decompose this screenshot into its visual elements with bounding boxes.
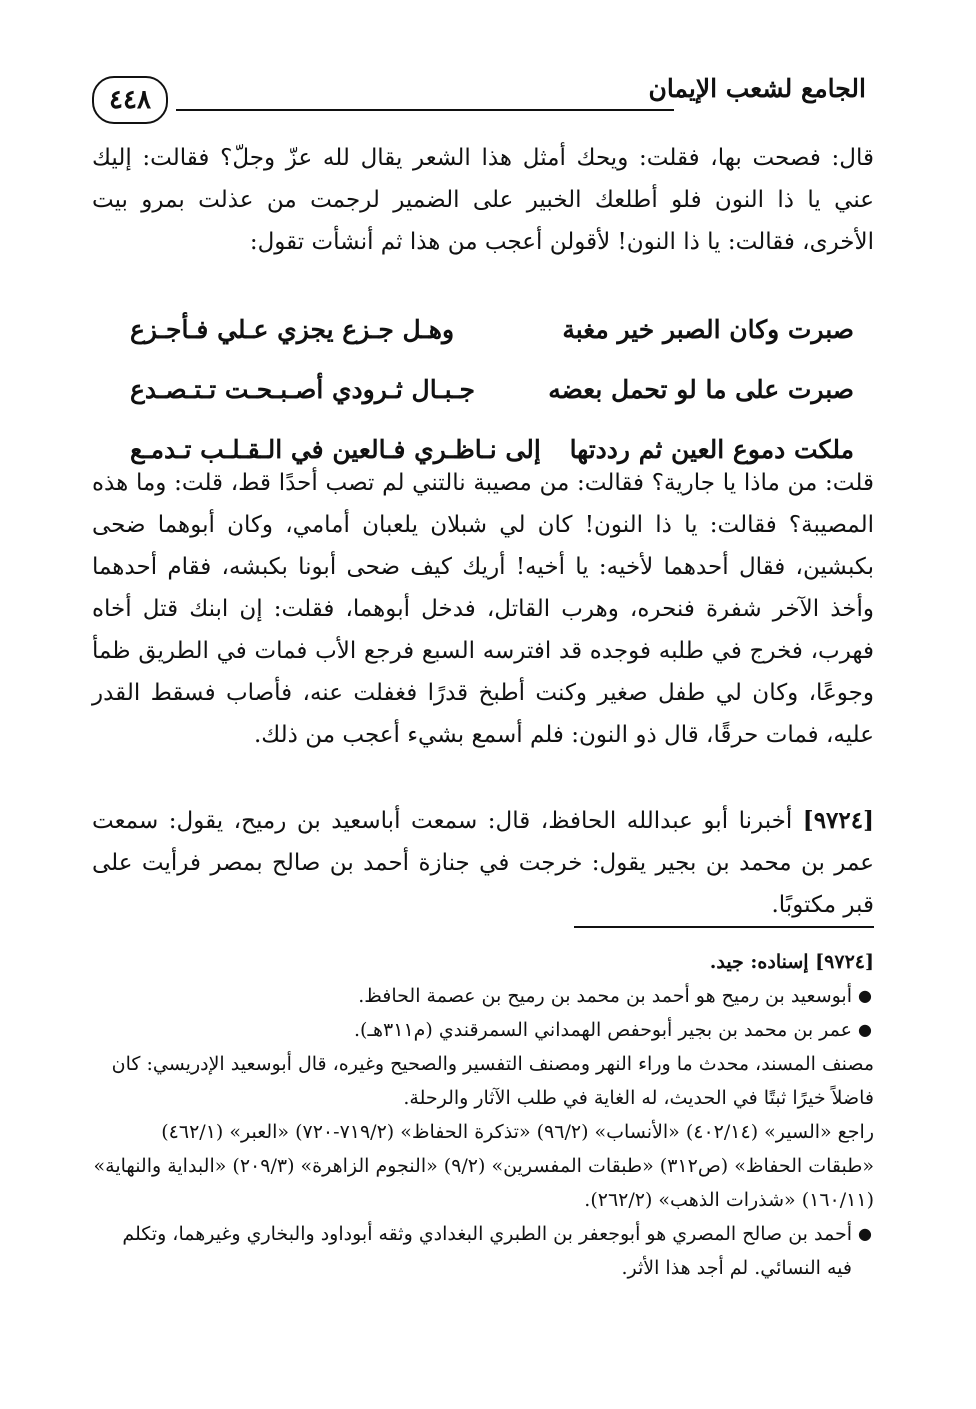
footnote-text: أبوسعيد بن رميح هو أحمد بن محمد بن رميح بن عصمة الحافظ. <box>358 985 852 1007</box>
verse-second-half: وهـل جـزع يجزي عـلي فـأجـزع <box>130 315 455 344</box>
verse-second-half: جـبـال ثـرودي أصـبـحـت تـتـصـدع <box>130 375 475 404</box>
poem-verse <box>130 300 854 360</box>
verse-first-half: ملكت دموع العين ثم رددتها <box>569 435 854 464</box>
running-title: الجامع لشعب الإيمان <box>648 74 866 103</box>
footnote-item <box>92 1217 874 1285</box>
page-number: ٤٤٨ <box>92 76 168 124</box>
verse-first-half: صبرت وكان الصبر خير مغبة <box>562 315 854 344</box>
header-rule <box>176 109 674 111</box>
verse-second-half: إلى نـاظـري فـالعين في الـقـلـب تـدمـع <box>130 435 541 464</box>
narration <box>92 800 874 926</box>
footnote-separator <box>574 926 874 928</box>
footnote-biography: مصنف المسند، محدث ما وراء النهر ومصنف التفسير والصحيح وغيره، قال أبوسعيد الإدريسي: كان فاضلاً خيرًا ثبتًا في الحديث، له الغاية في طلب الآثار والرحلة. <box>111 1053 874 1109</box>
narration-text: أخبرنا أبو عبدالله الحافظ، قال: سمعت أباسعيد بن رميح، يقول: سمعت عمر بن محمد بن بجير يقول: خرجت في جنازة أحمد بن صالح بمصر فرأيت على قبر مكتوبًا. <box>92 808 874 918</box>
bullet-icon: ● <box>858 1020 872 1039</box>
footnote-references: راجع «السير» (٤٠٢/١٤) «الأنساب» (٩٦/٢) «تذكرة الحفاظ» (٧١٩/٢-٧٢٠) «العبر» (٤٦٢/١) «طبقات الحفاظ» (ص٣١٢) «طبقات المفسرين» (٩/٢) «النجوم الزاهرة» (٢٠٩/٣) «البداية والنهاية» (١٦٠/١١) «شذرات الذهب» (٢٦٢/٢). <box>93 1121 874 1211</box>
verse-first-half: صبرت على ما لو تحمل بعضه <box>548 375 854 404</box>
poem-verse <box>130 360 854 420</box>
footnote-item <box>92 1013 874 1047</box>
narration-number: [٩٧٢٤] <box>802 807 874 834</box>
story-text: قلت: من ماذا يا جارية؟ فقالت: من مصيبة نالتني لم تصب أحدًا قط، قلت: وما هذه المصيبة؟ فقالت: يا ذا النون! كان لي شبلان يلعبان أمامي، وكان أبوهما ضحى بكبشين، فقال أحدهما لأخيه: يا أخيه! أريك كيف ضحى أبونا بكبشه، فقام أحدهما وأخذ الآخر شفرة فنحره، وهرب القاتل، فدخل أبوهما، فقلت: إن ابنك قتل أخاه فهرب، فخرج في طلبه فوجده قد افترسه السبع فرجع الأب فمات في الطريق ظمأ وجوعًا، وكان لي طفل صغير وكنت أطبخ قدرًا فغفلت عنه، فأصاب فسقط القدر عليه، فمات حرقًا، قال ذو النون: فلم أسمع بشيء أعجب من ذلك. <box>92 470 874 748</box>
intro-text: قال: فصحت بها، فقلت: ويحك أمثل هذا الشعر يقال لله عزّ وجلّ؟ فقالت: إليك عني يا ذا النون فلو أطلعك الخبير على الضمير لرجمت من عذلت بمرو بيت الأخرى، فقالت: يا ذا النون! لأقولن أعجب من هذا ثم أنشأت تقول: <box>92 145 874 255</box>
footnotes <box>92 945 874 1285</box>
footnote-text: أحمد بن صالح المصري هو أبوجعفر بن الطبري البغدادي وثقه أبوداود والبخاري وغيرهما، وتكلم فيه النسائي. لم أجد هذا الأثر. <box>122 1223 852 1279</box>
footnote-text: عمر بن محمد بن بجير أبوحفص الهمداني السمرقندي (م٣١١هـ). <box>354 1019 852 1041</box>
footnote-heading: [٩٧٢٤] إسناده: جيد. <box>709 951 874 973</box>
story-paragraph <box>92 462 874 756</box>
bullet-icon: ● <box>858 986 872 1005</box>
intro-paragraph <box>92 137 874 275</box>
book-page <box>92 40 874 1380</box>
bullet-icon: ● <box>858 1224 872 1243</box>
narration-paragraph <box>92 800 874 926</box>
page-header <box>92 62 874 124</box>
poem <box>130 300 854 480</box>
footnote-item <box>92 979 874 1013</box>
